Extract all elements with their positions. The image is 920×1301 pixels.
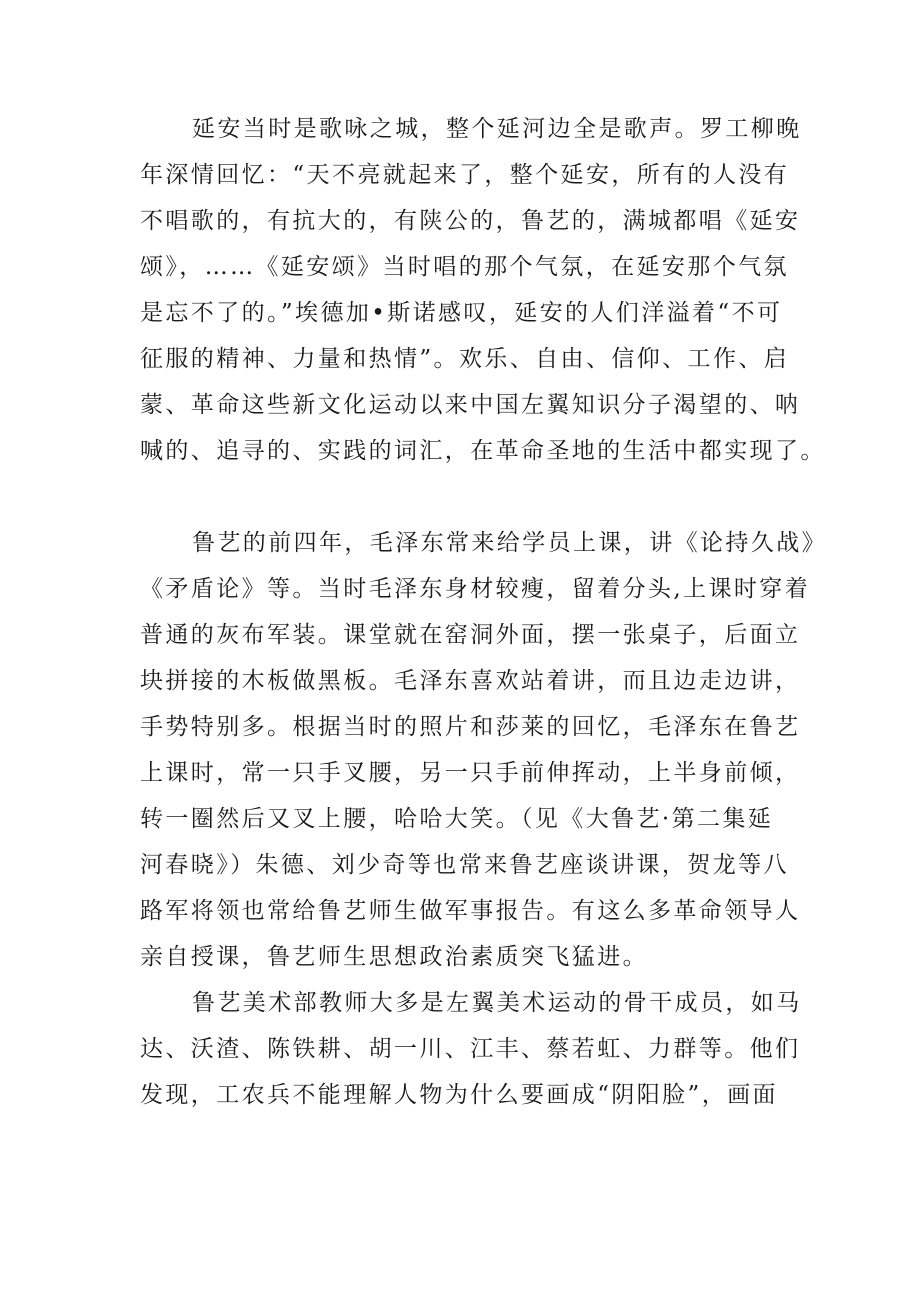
paragraph-2 (140, 520, 827, 980)
text-line: 亲自授课，鲁艺师生思想政治素质突飞猛进。 (140, 944, 648, 970)
text-line: 鲁艺美术部教师大多是左翼美术运动的骨干成员，如马 (192, 990, 802, 1016)
text-line: 手势特别多。根据当时的照片和莎莱的回忆，毛泽东在鲁艺 (140, 714, 801, 740)
text-line: 喊的、追寻的、实践的词汇，在革命圣地的生活中都实现了。 (140, 438, 826, 464)
text-line: 《矛盾论》等。当时毛泽东身材较瘦，留着分头,上课时穿着 (140, 576, 811, 602)
text-line: 河春晓》）朱德、刘少奇等也常来鲁艺座谈讲课，贺龙等八 (140, 852, 789, 878)
text-line: 发现，工农兵不能理解人物为什么要画成“阴阳脸”，画面 (140, 1082, 778, 1108)
text-line: 鲁艺的前四年，毛泽东常来给学员上课，讲《论持久战》 (192, 530, 827, 556)
text-line: 征服的精神、力量和热情”。欢乐、自由、信仰、工作、启 (140, 346, 790, 372)
text-line: 不唱歌的，有抗大的，有陕公的，鲁艺的，满城都唱《延安 (140, 208, 801, 234)
paragraph-3 (140, 980, 800, 1118)
text-line: 是忘不了的。”埃德加•斯诺感叹，延安的人们洋溢着“不可 (140, 300, 783, 326)
text-line: 达、沃渣、陈铁耕、胡一川、江丰、蔡若虹、力群等。他们 (140, 1036, 801, 1062)
text-line: 延安当时是歌咏之城，整个延河边全是歌声。罗工柳晚 (192, 116, 802, 142)
text-line: 路军将领也常给鲁艺师生做军事报告。有这么多革命领导人 (140, 898, 801, 924)
text-line: 年深情回忆：“天不亮就起来了，整个延安，所有的人没有 (140, 162, 790, 188)
text-line: 普通的灰布军装。课堂就在窑洞外面，摆一张桌子，后面立 (140, 622, 801, 648)
document-body (140, 106, 827, 1118)
text-line: 颂》，……《延安颂》当时唱的那个气氛，在延安那个气氛 (140, 254, 789, 280)
text-line: 上课时，常一只手叉腰，另一只手前伸挥动，上半身前倾， (140, 760, 801, 786)
text-line: 转一圈然后又叉上腰，哈哈大笑。（见《大鲁艺·第二集延 (140, 806, 774, 832)
text-line: 块拼接的木板做黑板。毛泽东喜欢站着讲，而且边走边讲， (140, 668, 801, 694)
paragraph-1 (140, 106, 826, 474)
text-line: 蒙、革命这些新文化运动以来中国左翼知识分子渴望的、呐 (140, 392, 801, 418)
paragraph-gap (140, 474, 800, 520)
